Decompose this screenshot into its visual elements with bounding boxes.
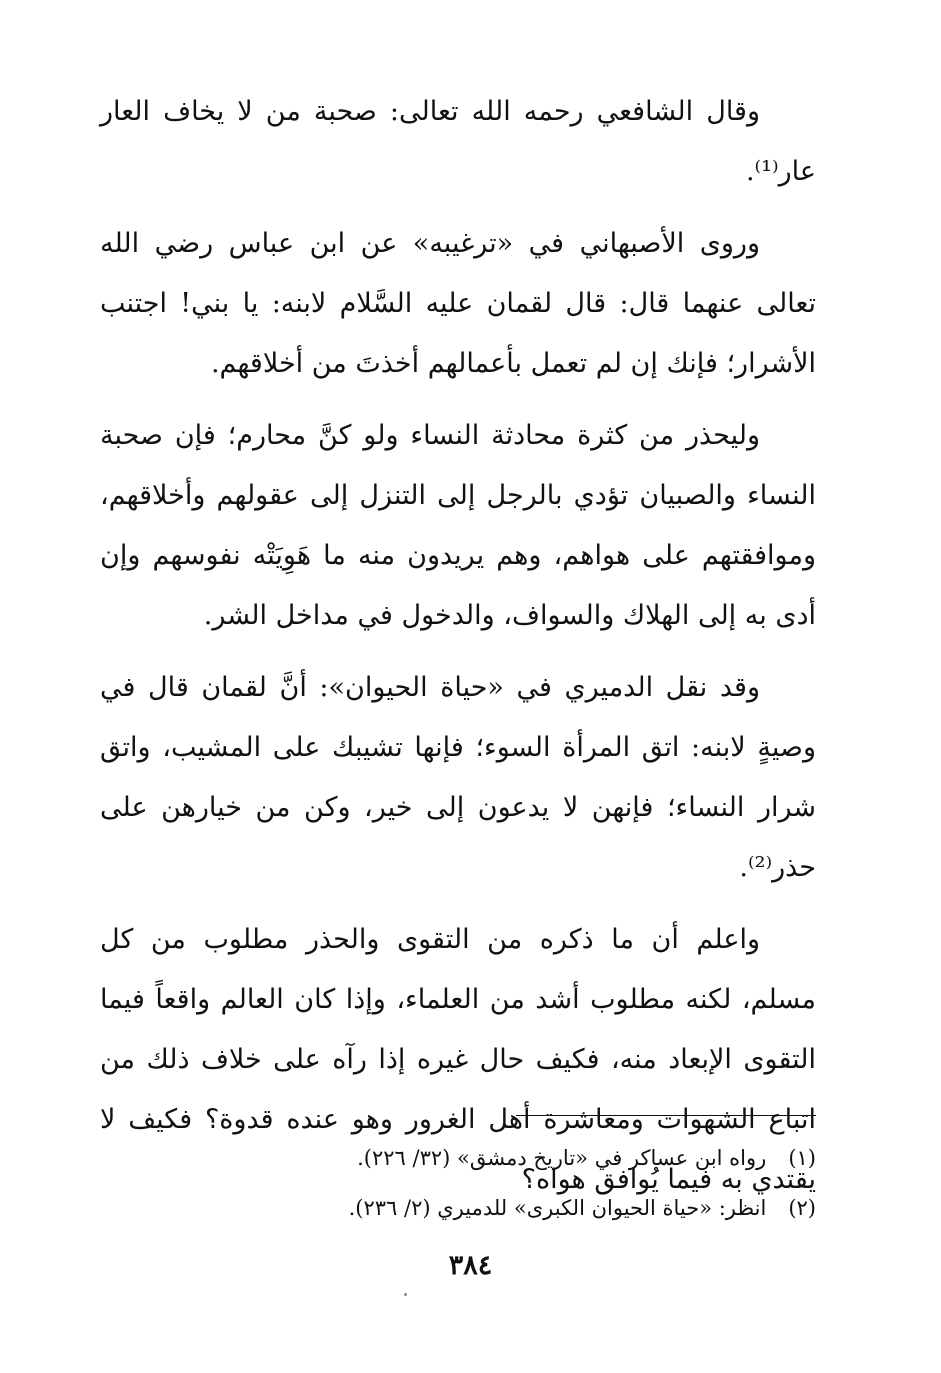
footnotes (100, 1133, 816, 1233)
footnote-2 (100, 1183, 816, 1233)
footnote-2-number: (٢) (788, 1196, 816, 1220)
scan-dot (404, 1293, 407, 1296)
paragraph-5: واعلم أن ما ذكره من التقوى والحذر مطلوب من كل مسلم، لكنه مطلوب أشد من العلماء، وإذا كان العالم واقعاً فيما التقوى الإبعاد منه، فكيف حال غيره إذا رآه على خلاف ذلك من اتباع الشهوات ومعاشرة أهل الغرور وهو عنده قدوة؟ فكيف لا يقتدي به فيما يُوافق هواه؟ (100, 924, 816, 1195)
footnote-1-number: (١) (788, 1146, 816, 1170)
footnote-1 (100, 1133, 816, 1183)
footnote-separator (516, 1115, 816, 1116)
paragraph-3: وليحذر من كثرة محادثة النساء ولو كنَّ محارم؛ فإن صحبة النساء والصبيان تؤدي بالرجل إلى التنزل إلى عقولهم وأخلاقهم، وموافقتهم على هواهم، وهم يريدون منه ما هَوِيَتْه نفوسهم وإن أدى به إلى الهلاك والسواف، والدخول في مداخل الشر. (100, 420, 816, 631)
paragraph-2: وروى الأصبهاني في «ترغيبه» عن ابن عباس رضي الله تعالى عنهما قال: قال لقمان عليه السَّلام لابنه: يا بني! اجتنب الأشرار؛ فإنك إن لم تعمل بأعمالهم أخذتَ من أخلاقهم. (100, 228, 816, 379)
paragraph-1: وقال الشافعي رحمه الله تعالى: صحبة من لا يخاف العار عار⁽¹⁾. (100, 96, 816, 187)
page-body (100, 82, 816, 1222)
page-number: ٣٨٤ (448, 1250, 493, 1281)
paragraph-4: وقد نقل الدميري في «حياة الحيوان»: أنَّ لقمان قال في وصيةٍ لابنه: اتق المرأة السوء؛ فإنها تشيبك على المشيب، واتق شرار النساء؛ فإنهن لا يدعون إلى خير، وكن من خيارهن على حذر⁽²⁾. (100, 672, 816, 883)
footnote-2-text: انظر: «حياة الحيوان الكبرى» للدميري (٢/ ٢٣٦). (348, 1196, 767, 1220)
footnote-1-text: رواه ابن عساكر في «تاريخ دمشق» (٣٢/ ٢٢٦). (357, 1146, 767, 1170)
